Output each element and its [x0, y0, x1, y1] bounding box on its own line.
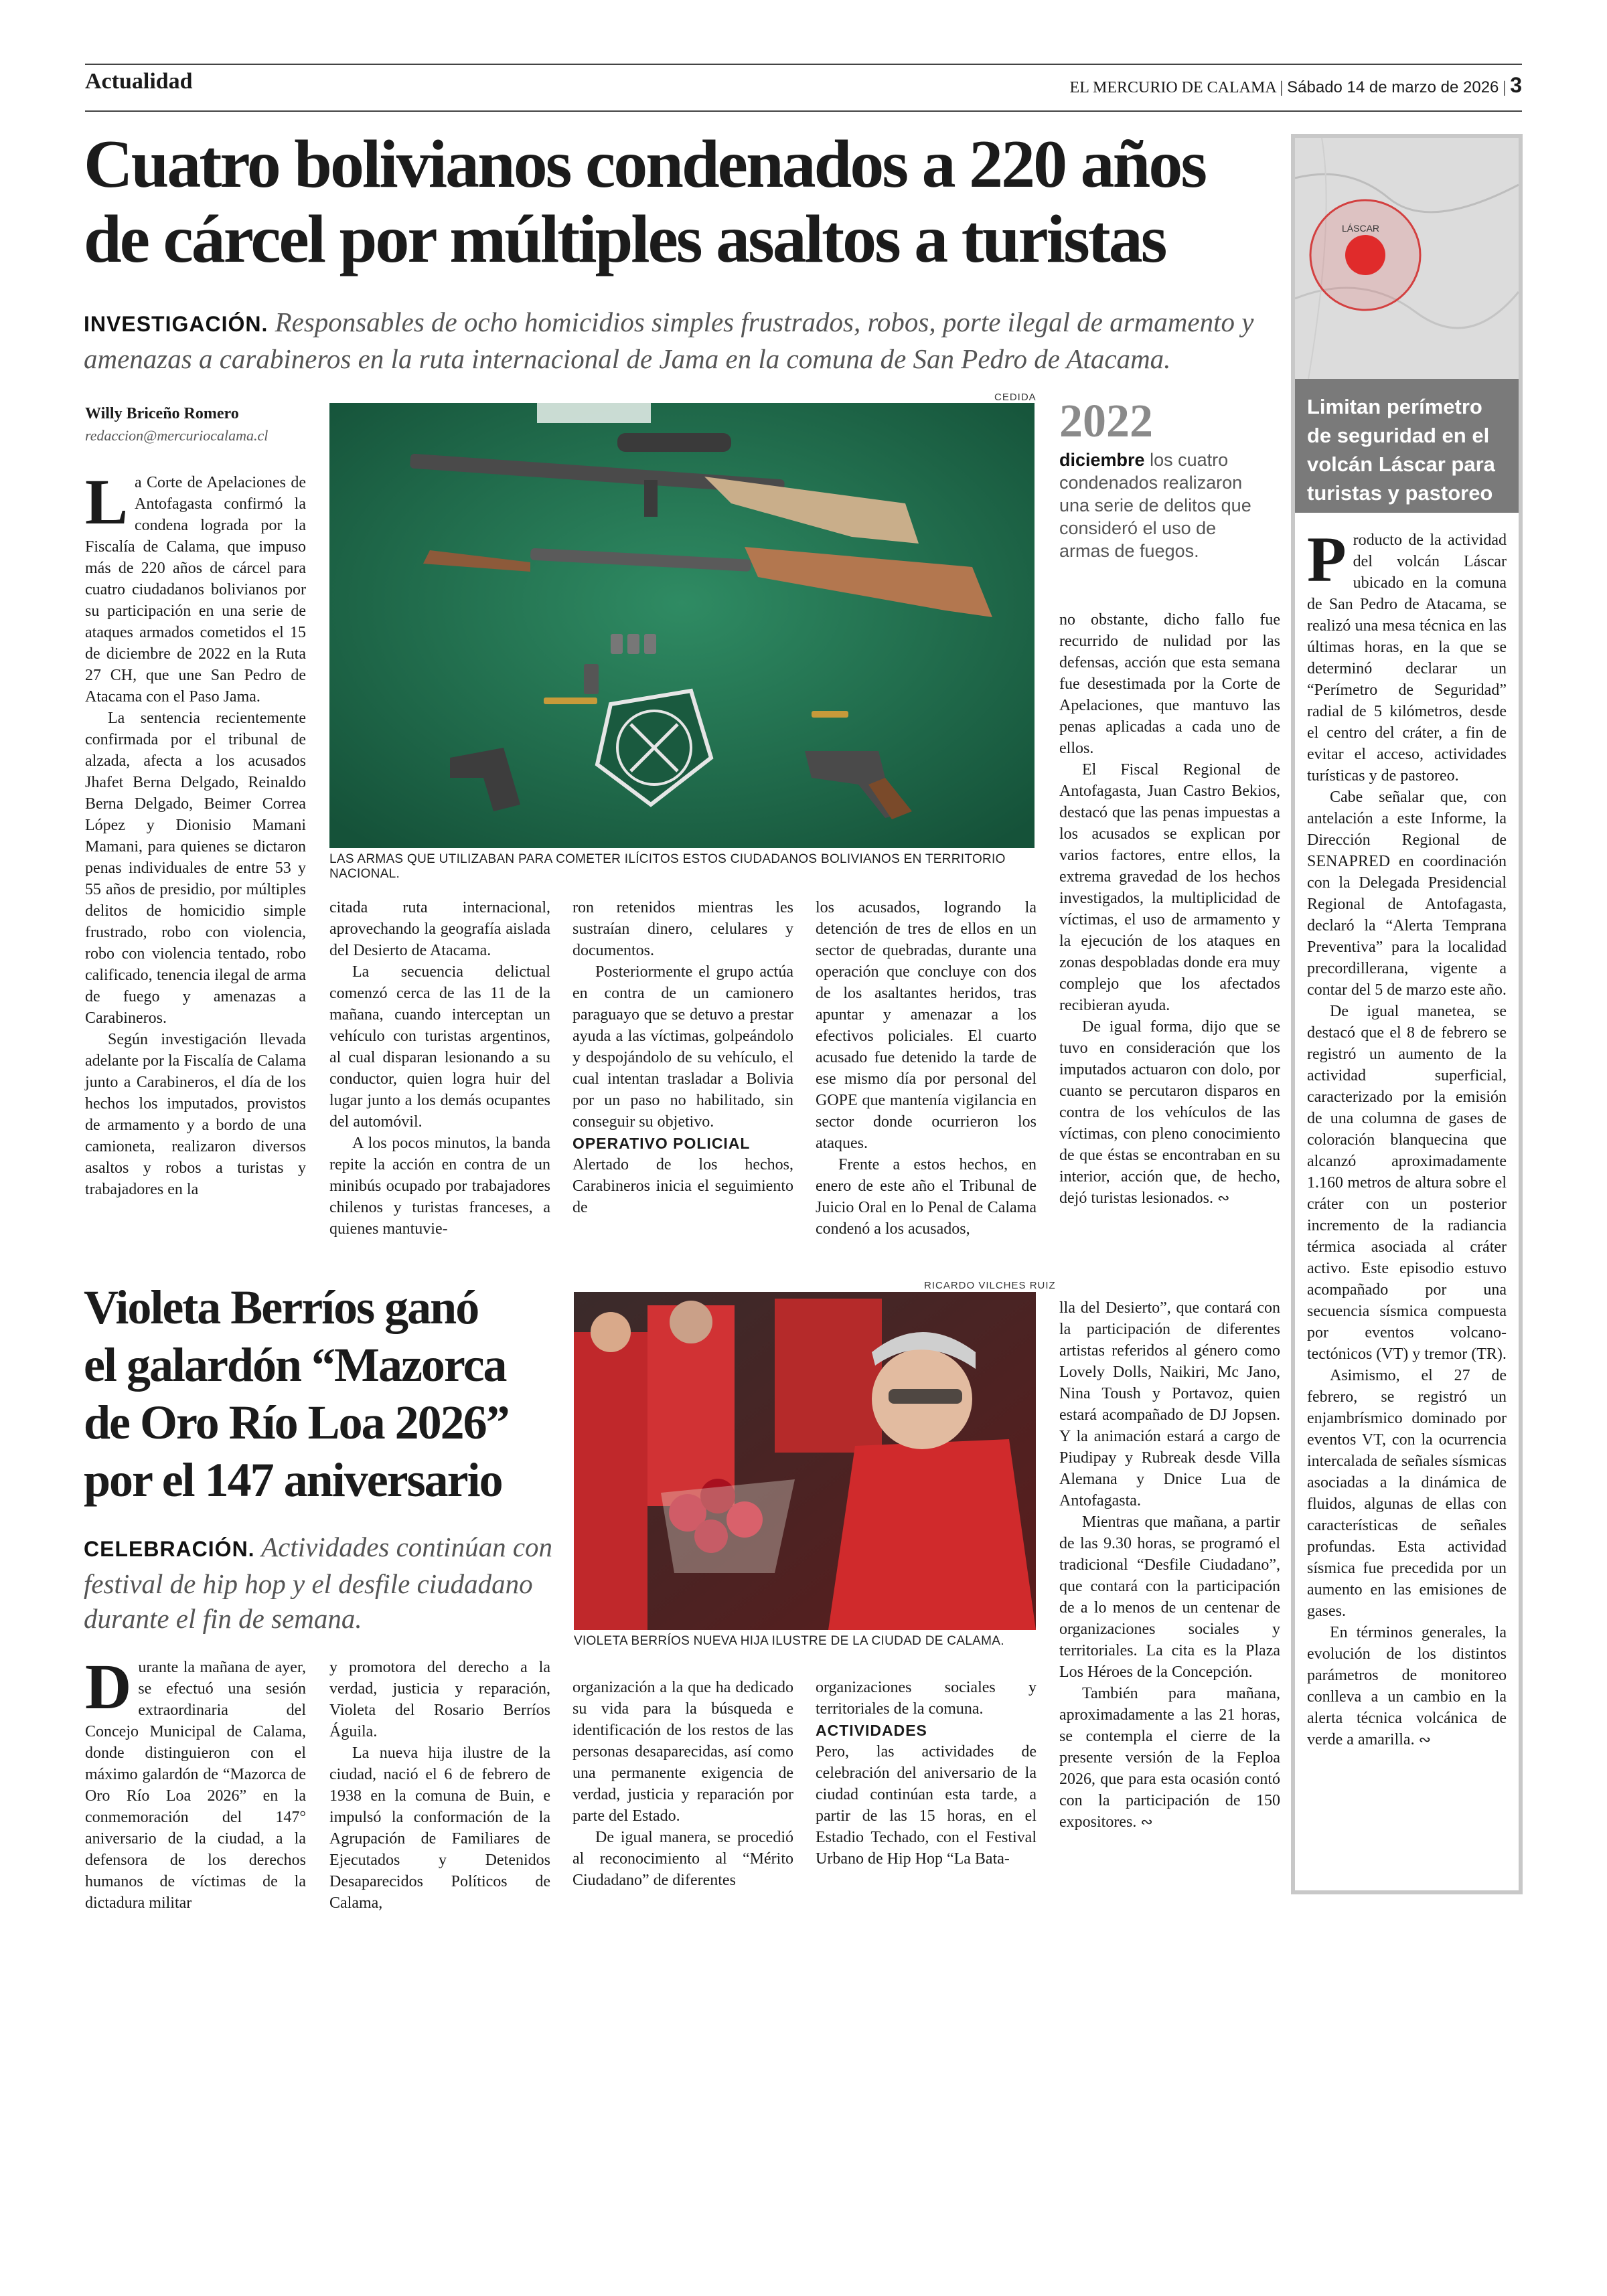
paragraph: La nueva hija ilustre de la ciudad, nació el 6 de febrero de 1938 en la comuna de Buin, e impulsó la conformación de la Agrupación de Familiares de Ejecutados y Detenidos Desaparecidos Políticos de Calama, — [329, 1744, 550, 1912]
article-column-5 — [1059, 609, 1280, 1252]
paragraph: El Fiscal Regional de Antofagasta, Juan Castro Bekios, destacó que las penas impuestas a los acusados se explican por varios factores, entre ellos, la extrema gravedad de los hechos investigados, la multiplicidad de víctimas, el uso de armamento y la ejecución de los ataques en zonas despobladas donde era muy complejo que los afectados recibieran ayuda. — [1059, 761, 1280, 1014]
article2-column-3 — [572, 1677, 793, 1904]
headline-line: Cuatro bolivianos condenados a 220 años — [84, 127, 1206, 202]
subhead: ACTIVIDADES — [816, 1722, 927, 1739]
drop-cap: P — [1307, 523, 1347, 595]
paragraph: no obstante, dicho fallo fue recurrido de nulidad por las defensas, acción que esta semana fue desestimada por la Corte de Apelaciones, que mantuvo las penas aplicadas a cada uno de ellos. — [1059, 611, 1280, 757]
article-column-4 — [816, 897, 1037, 1252]
paragraph: La sentencia recientemente confirmada por el tribunal de alzada, afecta a los acusados Jhafet Berna Delgado, Reinaldo Berna Delgado, Beimer Correa López y Dionisio Mamani Mamani, para quienes se dictaron penas individuales de entre 53 y 55 años de presidio, por múltiples delitos de homicidio simple frustrado, robo con violencia, robo con violencia tentado, robo calificado, tenencia ilegal de arma de fuego y amenazas a Carabineros. — [85, 710, 306, 1027]
photo-caption: LAS ARMAS QUE UTILIZABAN PARA COMETER ILÍCITOS ESTOS CIUDADANOS BOLIVIANOS EN TERRITORIO NACIONAL. — [329, 852, 1006, 881]
article-column-1 — [85, 466, 306, 1248]
photo-credit: RICARDO VILCHES RUIZ — [924, 1280, 1056, 1291]
violeta-berrios-photo — [574, 1292, 1036, 1630]
paragraph-text: En términos generales, la evolución de los distintos parámetros de monitoreo conlleva a un cambio en la alerta técnica volcánica de verde a amarilla. — [1307, 1624, 1507, 1748]
section-name: Actualidad — [85, 69, 193, 94]
paragraph: los acusados, logrando la detención de tres de ellos en un sector de quebradas, durante una operación que concluye con dos de los asaltantes heridos, tras apuntar y amenazar a los efectivos policiales. El cuarto acusado fue detenido la tarde de ese mismo día por personal del GOPE que mantenía vigilancia en sector donde ocurrieron los ataques. — [816, 899, 1037, 1152]
article-headline — [84, 127, 1289, 277]
paragraph: Cabe señalar que, con antelación a este Informe, la Dirección Regional de SENAPRED en coordinación con la Delegada Presidencial Regional de Antofagasta, declaró la “Alerta Temprana Preventiva” para la localidad precordillerana, vigente a contar del 5 de marzo este año. — [1307, 789, 1507, 999]
paragraph: organización a la que ha dedicado su vida para la búsqueda e identificación de los restos de las personas desaparecidas, así como una permanente exigencia de verdad, justicia y reparación por parte del Estado. — [572, 1679, 793, 1825]
paragraph: Pero, las actividades de celebración del aniversario de la ciudad continúan esta tarde, a partir de las 15 horas, en el Estadio Techado, con el Festival Urbano de Hip Hop “La Bata- — [816, 1743, 1037, 1868]
lead-text: Actividades continúan con festival de hip hop y el desfile ciudadano durante el fin de semana. — [84, 1532, 553, 1634]
publication-info: EL MERCURIO DE CALAMA | Sábado 14 de marzo de 2026 | 3 — [1069, 73, 1522, 97]
author-name: Willy Briceño Romero — [85, 405, 239, 422]
headline-line: el galardón “Mazorca — [84, 1338, 506, 1392]
lead-kicker: INVESTIGACIÓN. — [84, 312, 269, 336]
lead-text: y amenazas a carabineros en la ruta internacional de Jama en la comuna de San Pedro de Atacama. — [84, 307, 1254, 374]
article-column-2 — [329, 897, 550, 1252]
paragraph: organizaciones sociales y territoriales de la comuna. — [816, 1679, 1037, 1718]
article2-lead — [84, 1530, 566, 1636]
paragraph: y promotora del derecho a la verdad, justicia y reparación, Violeta del Rosario Berríos Águila. — [329, 1659, 550, 1740]
drop-cap: L — [85, 466, 129, 538]
paragraph: a Corte de Apelaciones de Antofagasta confirmó la condena lograda por la Fiscalía de Calama, que impuso más de 220 años de cárcel para cuatro ciudadanos bolivianos por su participación en una serie de ataques armados cometidos el 15 de diciembre de 2022 en la Ruta 27 CH, que une San Pedro de Atacama con el Paso Jama. — [85, 474, 306, 706]
paragraph — [1307, 1622, 1507, 1750]
headline-line: de Oro Río Loa 2026” — [84, 1396, 509, 1449]
sidebar-title: Limitan perímetro de seguridad en el volcán Láscar para turistas y pastoreo — [1295, 379, 1519, 513]
crater-marker-icon — [1345, 235, 1385, 275]
article2-column-2 — [329, 1657, 550, 1912]
lead-kicker: CELEBRACIÓN. — [84, 1537, 255, 1561]
volcano-map — [1295, 138, 1519, 379]
sidebar-box — [1291, 134, 1523, 1894]
page-number: 3 — [1510, 73, 1522, 97]
paragraph-text: También para mañana, aproximadamente a las 21 horas, se contempla el cierre de la presente versión de la Feploa 2026, que para esta ocasión contó con la participación de 150 expositores. — [1059, 1685, 1280, 1831]
flower-bouquet-icon — [661, 1479, 795, 1573]
paragraph: urante la mañana de ayer, se efectuó una sesión extraordinaria del Concejo Municipal de Calama, donde distinguieron con el máximo galardón de “Mazorca de Oro Río Loa 2026” en la conmemoración del 147° aniversario de la ciudad, a la defensora de los derechos humanos de víctimas de la dictadura militar — [85, 1659, 306, 1912]
paragraph: Frente a estos hechos, en enero de este año el Tribunal de Juicio Oral en lo Penal de Calama condenó a los acusados, — [816, 1156, 1037, 1238]
highlight-text — [1059, 448, 1264, 562]
weapons-photo — [329, 403, 1035, 848]
end-mark-icon: ∾ — [1140, 1813, 1153, 1830]
paragraph: Asimismo, el 27 de febrero, se registró un enjambrísmico dominado por eventos VT, con la ocurrencia intercalada de señales sísmicas asociadas a la dinámica de fluidos, algunas de ellas con características de señales profundas. Esta actividad sísmica fue precedida por un aumento en las emisiones de gases. — [1307, 1367, 1507, 1620]
paragraph: lla del Desierto”, que contará con la participación de diferentes artistas referidos al género como Lovely Dolls, Naikiri, Mc Jano, Nina Toush y Portavoz, quien estará acompañado de DJ Jopsen. Y la animación estará a cargo de Piudipay y Rubreak desde Villa Alemana y Dnice Lua de Antofagasta. — [1059, 1299, 1280, 1509]
article2-column-5 — [1059, 1297, 1280, 1906]
weapons-illustration — [329, 403, 1035, 848]
headline-line: de cárcel por múltiples asaltos a turistas — [84, 201, 1166, 277]
byline — [85, 405, 306, 444]
paragraph: Alertado de los hechos, Carabineros inicia el seguimiento de — [572, 1156, 793, 1216]
article2-column-1 — [85, 1651, 306, 1912]
paragraph: Según investigación llevada adelante por la Fiscalía de Calama junto a Carabineros, el día de los hechos los imputados, provistos de armamento y a bordo de una camioneta, realizaron diversos asaltos y robos a turistas y trabajadores en la — [85, 1031, 306, 1198]
paragraph: De igual manera, se procedió al reconocimiento al “Mérito Ciudadano” de diferentes — [572, 1829, 793, 1889]
headline-line: Violeta Berríos ganó — [84, 1281, 479, 1334]
end-mark-icon: ∾ — [1418, 1731, 1432, 1748]
publication-date: Sábado 14 de marzo de 2026 — [1287, 78, 1499, 96]
red-jacket — [828, 1439, 1036, 1630]
author-email[interactable]: redaccion@mercuriocalama.cl — [85, 427, 269, 444]
photo-caption: VIOLETA BERRÍOS NUEVA HIJA ILUSTRE DE LA CIUDAD DE CALAMA. — [574, 1634, 1004, 1648]
paragraph — [1059, 1016, 1280, 1209]
map-illustration — [1295, 138, 1519, 379]
ceremony-illustration — [574, 1292, 1036, 1630]
page-header — [85, 64, 1522, 112]
lead-text: Responsables de ocho homicidios simples frustrados, robos, porte ilegal de armamento — [275, 307, 1235, 337]
paragraph: Posteriormente el grupo actúa en contra de un camionero paraguayo que se detuvo a prestar ayuda a las víctimas, golpeándolo y despojándolo de su vehículo, el cual intentan trasladar a Bolivia por un paso no habilitado, sin conseguir su objetivo. — [572, 963, 793, 1131]
publication-name: EL MERCURIO DE CALAMA — [1069, 79, 1276, 96]
subhead: OPERATIVO POLICIAL — [572, 1135, 751, 1152]
headline-line: por el 147 aniversario — [84, 1453, 502, 1507]
paragraph: roducto de la actividad del volcán Láscar ubicado en la comuna de San Pedro de Atacama, se realizó una mesa técnica en las últimas horas, en la que se determinó declarar un “Perímetro de Seguridad” radial de 5 kilómetros, desde el centro del cráter, a fin de evitar el acceso, actividades turísticas y de pastoreo. — [1307, 531, 1507, 785]
photo-credit: CEDIDA — [994, 392, 1037, 403]
highlight-bold: diciembre — [1059, 450, 1145, 470]
paragraph: De igual manetea, se destacó que el 8 de febrero se registró un aumento de la actividad superficial, caracterizado por la emisión de una columna de gases de coloración blanquecina que alcanzó aproximadamente 1.160 metros de altura sobre el cráter con un posterior incremento de la radiancia térmica asociada al cráter activo. Este episodio estuvo acompañado por una secuencia sísmica compuesta por eventos volcano-tectónicos (VT) y tremor (TR). — [1307, 1003, 1507, 1363]
paragraph: La secuencia delictual comenzó cerca de las 11 de la mañana, cuando interceptan un vehículo con turistas argentinos, al cual disparan lesionando a su conductor, quien logra huir del lugar junto a los demás ocupantes del automóvil. — [329, 963, 550, 1131]
highlight-year: 2022 — [1059, 396, 1153, 447]
article-column-3 — [572, 897, 793, 1252]
highlight-body: los cuatro condenados realizaron una serie de delitos que consideró el uso de armas de fuegos. — [1059, 450, 1251, 561]
article2-column-4 — [816, 1677, 1037, 1904]
paragraph — [1059, 1683, 1280, 1833]
article-lead — [84, 305, 1289, 376]
paragraph-text: De igual forma, dijo que se tuvo en consideración que los imputados actuaron con dolo, por cuanto se percutaron disparos en contra de los vehículos de las víctimas, con pleno conocimiento de que éstas se encontraban en su interior, acción que, de hecho, dejó turistas lesionados. — [1059, 1018, 1280, 1207]
paragraph: ron retenidos mientras les sustraían dinero, celulares y documentos. — [572, 899, 793, 959]
end-mark-icon: ∾ — [1217, 1190, 1230, 1206]
article2-headline — [84, 1279, 579, 1509]
paragraph: Mientras que mañana, a partir de las 9.30 horas, se programó el tradicional “Desfile Ciudadano”, que contará con la participación de a lo menos de un centenar de organizaciones sociales y territoriales. La cita es la Plaza Los Héroes de la Concepción. — [1059, 1513, 1280, 1681]
map-label: LÁSCAR — [1342, 223, 1380, 234]
drop-cap: D — [85, 1651, 132, 1722]
sidebar-column — [1307, 523, 1507, 1875]
paragraph: A los pocos minutos, la banda repite la acción en contra de un minibús ocupado por trabajadores chilenos y turistas franceses, a quienes mantuvie- — [329, 1135, 550, 1238]
paragraph: citada ruta internacional, aprovechando la geografía aislada del Desierto de Atacama. — [329, 899, 550, 959]
